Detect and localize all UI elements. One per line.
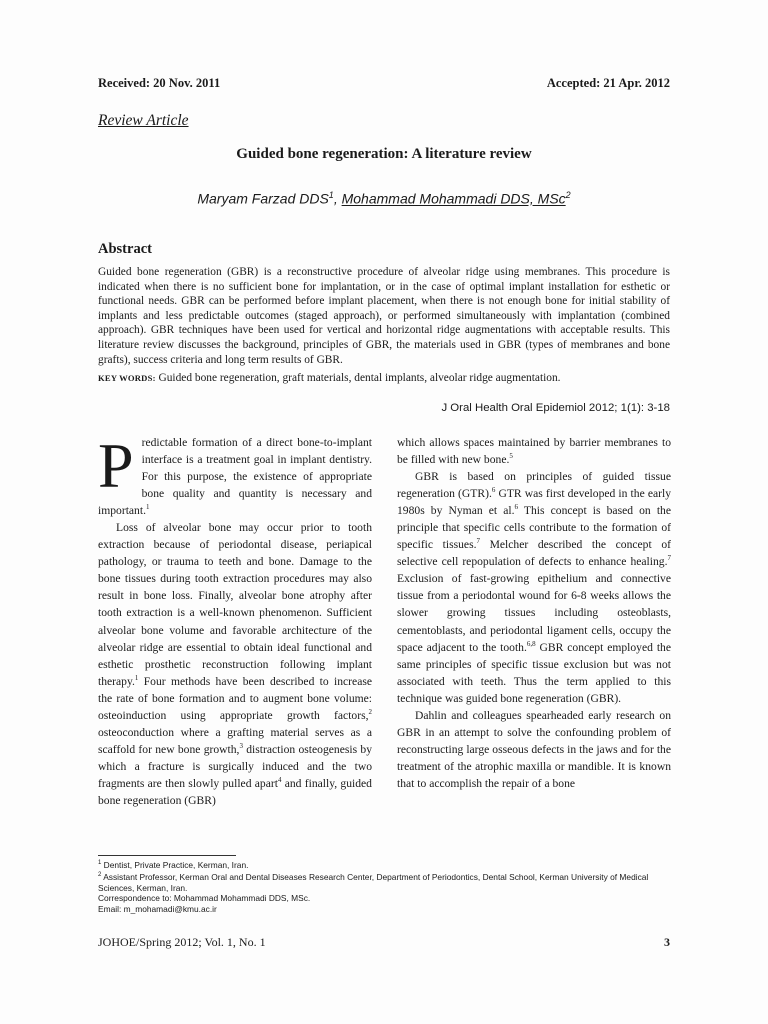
keywords xyxy=(98,372,670,384)
reference-mark: 6,8 xyxy=(526,639,536,648)
keywords-label: KEY WORDS: xyxy=(98,373,156,383)
footnote-mark: 2 xyxy=(98,872,102,879)
keywords-text: Guided bone regeneration, graft materials, dental implants, alveolar ridge augmentation. xyxy=(158,372,561,384)
paragraph-text: This concept is based on the principle that specific cells contribute to the formation of specific tissues. xyxy=(397,504,671,552)
author-2[interactable]: Mohammad Mohammadi DDS, MSc xyxy=(341,190,566,207)
correspondence: Correspondence to: Mohammad Mohammadi DDS, MSc. xyxy=(98,893,311,904)
paragraph-text: Exclusion of fast-growing epithelium and connective tissue from a periodontal wound for 6-8 weeks allows the slower growing tissues including osteoblasts, cementoblasts, and periodontal ligament cells, occupy the space adjacent to the tooth. xyxy=(397,572,671,654)
reference-mark: 1 xyxy=(145,503,150,512)
paragraph-text: osteoconduction where a grafting material serves as a scaffold for new bone growth, xyxy=(98,725,372,756)
received-date: Received: 20 Nov. 2011 xyxy=(98,76,221,90)
author-line xyxy=(0,190,768,207)
journal-citation: J Oral Health Oral Epidemiol 2012; 1(1): 3-18 xyxy=(441,402,670,414)
abstract-heading: Abstract xyxy=(98,241,152,257)
paragraph xyxy=(397,707,671,792)
footnote-mark: 1 xyxy=(98,860,102,866)
reference-mark: 3 xyxy=(239,741,243,750)
paragraph xyxy=(397,468,671,707)
paragraph-text: redictable formation of a direct bone-to-implant interface is a treatment goal in implant dentistry. For this purpose, the existence of appropriate bone quality and quantity is necessary and important. xyxy=(98,436,372,518)
author-2-affiliation: 2 xyxy=(565,190,571,200)
paragraph-text: Melcher described the concept of selective cell repopulation of defects to enhance healing. xyxy=(397,538,671,569)
footnote-rule xyxy=(98,855,236,856)
reference-mark: 5 xyxy=(509,452,513,461)
paragraph-text: which allows spaces maintained by barrier membranes to be filled with new bone. xyxy=(397,436,671,467)
footnote xyxy=(98,858,670,870)
paragraph-text: Four methods have been described to increase the rate of bone formation and to augment bone volume: osteoinduction using appropriate growth factors, xyxy=(98,674,372,722)
reference-mark: 6 xyxy=(491,486,496,495)
abstract-text: Guided bone regeneration (GBR) is a reconstructive procedure of alveolar ridge using membranes. This procedure is indicated when there is no sufficient bone for implantation, or in the case of optimal implant installation for esthetic or functional needs. GBR can be performed before implant placement, when there is not enough bone for initial stability of implants and less predictable outcomes (staged approach), or performed simultaneously with implantation (combined approach). GBR techniques have been used for vertical and horizontal ridge augmentations with acceptable results. This literature review discusses the background, principles of GBR, the materials used in GBR (types of membranes and bone grafts), success criteria and long term results of GBR. xyxy=(98,266,670,366)
email[interactable]: Email: m_mohamadi@kmu.ac.ir xyxy=(98,903,217,914)
paragraph-text: and finally, guided bone regeneration (GBR) xyxy=(98,776,372,807)
body-column-left xyxy=(98,430,372,809)
body-column-right xyxy=(397,434,671,792)
paper-title: Guided bone regeneration: A literature review xyxy=(236,146,532,162)
paragraph-text: GBR concept employed the same principles of specific tissue exclusion but was not associated with teeth. Thus the term applied to this technique was guided bone regeneration (GBR). xyxy=(397,640,671,705)
reference-mark: 2 xyxy=(368,707,372,716)
article-type: Review Article xyxy=(98,112,189,129)
page-number: 3 xyxy=(664,935,670,949)
footnote xyxy=(98,870,670,893)
drop-cap: P xyxy=(98,430,134,501)
footnotes xyxy=(98,858,670,915)
paragraph-text: GTR was first developed in the early 1980s by Nyman et al. xyxy=(397,487,671,518)
author-1: Maryam Farzad DDS xyxy=(197,190,329,207)
paragraph-text: distraction osteogenesis by which a fracture is surgically induced and the two fragments are then slowly pulled apart xyxy=(98,742,372,790)
paragraph xyxy=(397,434,671,468)
reference-mark: 7 xyxy=(476,537,480,546)
accepted-date: Accepted: 21 Apr. 2012 xyxy=(546,76,670,90)
paragraph-text: Loss of alveolar bone may occur prior to tooth extraction because of periodontal disease, periapical pathology, or trauma to teeth and bone. Damage to the bone tissues during tooth extraction procedures may also result in bone loss. Finally, alveolar bone atrophy after tooth extraction is a well-known phenomenon. Sufficient alveolar bone volume and favorable architecture of the alveolar ridge are essential to obtain ideal functional and esthetic prosthetic reconstruction following implant therapy. xyxy=(98,521,372,688)
author-1-affiliation: 1 xyxy=(328,190,334,200)
paragraph xyxy=(98,430,372,519)
reference-mark: 4 xyxy=(277,776,282,785)
paragraph xyxy=(98,519,372,809)
footnote-text: Dentist, Private Practice, Kerman, Iran. xyxy=(101,859,249,870)
reference-mark: 1 xyxy=(134,673,139,682)
paragraph-text: Dahlin and colleagues spearheaded early research on GBR in an attempt to solve the confounding problem of reconstructing large osseous defects in the jaws and for the treatment of the atrophic maxilla or mandible. It is known that to accomplish the repair of a bone xyxy=(397,708,671,790)
reference-mark: 7 xyxy=(667,554,671,563)
footnote-text: Assistant Professor, Kerman Oral and Dental Diseases Research Center, Department of Periodontics, Dental School, Kerman University of Medical Sciences, Kerman, Iran. xyxy=(98,872,649,893)
reference-mark: 6 xyxy=(514,503,518,512)
journal-footer: JOHOE/Spring 2012; Vol. 1, No. 1 xyxy=(98,935,266,949)
author-separator: , xyxy=(333,190,342,207)
paragraph-text: GBR is based on principles of guided tissue regeneration (GTR). xyxy=(397,470,671,501)
